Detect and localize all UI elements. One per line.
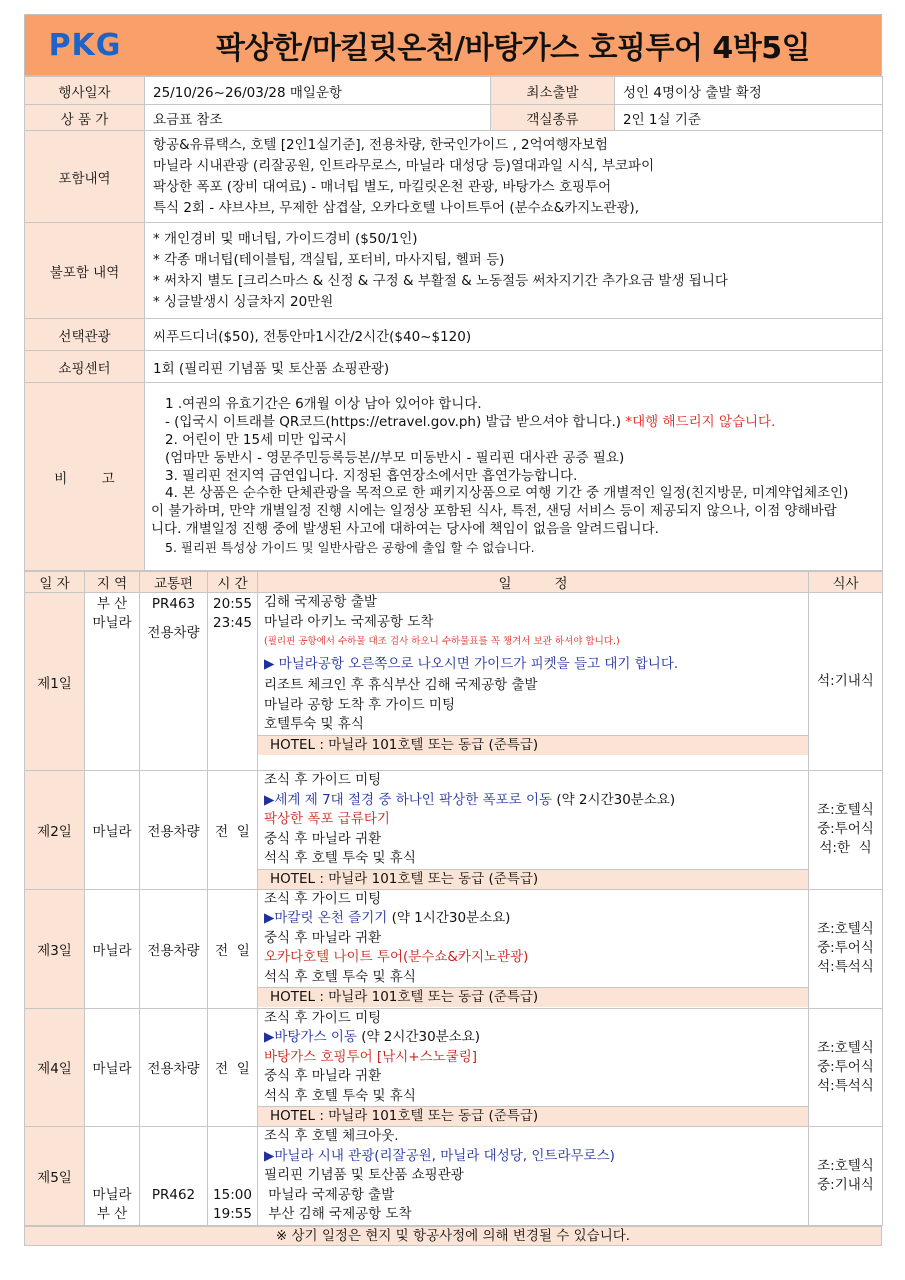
meal-lunch: 중:투어식 [817,821,874,838]
flight-number: PR463 [151,596,196,612]
itinerary-document [24,14,882,1246]
note-line: 3. 필리핀 전지역 금연입니다. 지정된 흡연장소에서만 흡연가능합니다. [165,467,578,484]
transfer-highlight: ▶마닐라 시내 관광(리잘공원, 마닐라 대성당, 인트라무로스) [264,1147,615,1164]
day-row [25,889,883,1008]
product-price-label: 상 품 가 [25,105,145,131]
meal-breakfast: 조:호텔식 [817,802,874,819]
col-header-day: 일 자 [25,572,85,593]
schedule-cell [258,771,809,890]
meal-lunch: 중:투어식 [817,1058,874,1075]
note-line: 이 불가하며, 만약 개별일정 진행 시에는 일정상 포함된 식사, 특전, 샌딩 서비스 등이 제공되지 않으나, 이점 양해바랍 [151,503,837,520]
include-line: 팍상한 폭포 (장비 대여료) - 매너팁 별도, 마킬릿온천 관광, 바탕가스 호핑투어 [153,178,612,195]
day-row [25,1127,883,1226]
region-cell [85,1127,140,1226]
hotel-info: HOTEL : 마닐라 101호텔 또는 동급 (준특급) [258,869,808,889]
col-header-meal: 식사 [809,572,883,593]
schedule-line: 조식 후 가이드 미팅 [264,890,382,907]
info-row-product [25,105,883,131]
region-text: 부 산 [96,596,128,612]
transport-cell [140,593,208,771]
schedule-line: 중식 후 마닐라 귀환 [264,929,382,946]
schedule-line [264,791,802,811]
col-header-time: 시 간 [208,572,258,593]
schedule-line: 김해 국제공항 출발 [264,594,377,610]
option-tour-value: 씨푸드디너($50), 전통안마1시간/2시간($40~$120) [145,319,883,351]
meal-cell [809,1008,883,1127]
schedule-line: 석식 후 호텔 투숙 및 휴식 [264,1087,416,1104]
col-header-region: 지 역 [85,572,140,593]
region-text: 마닐라 [92,1186,132,1203]
day-label: 제4일 [25,1008,85,1127]
meal-cell: 석:기내식 [809,593,883,771]
page-title: 팍상한/마킬릿온천/바탕가스 호핑투어 4박5일 [215,31,811,66]
baggage-warning: (필리핀 공항에서 수하물 대조 검사 하오니 수하물표를 꼭 챙겨서 보관 하셔야 합니다.) [264,636,620,647]
room-type-value: 2인 1실 기준 [615,105,883,131]
day-label: 제2일 [25,771,85,890]
schedule-cell [258,1127,809,1226]
note-line: (엄마만 동반시 - 영문주민등록등본//부모 미동반시 - 필리핀 대사관 공증 필요) [165,449,625,466]
hotel-info: HOTEL : 마닐라 101호텔 또는 동급 (준특급) [258,735,808,755]
document-header [24,14,882,76]
note-line: 1 .여권의 유효기간은 6개월 이상 남아 있어야 합니다. [165,396,482,413]
activity-highlight: 오카다호텔 나이트 투어(분수쇼&카지노관광) [264,949,529,965]
transfer-highlight: ▶마칼릿 온천 즐기기 [264,910,388,926]
meal-cell [809,889,883,1008]
col-header-schedule: 일 정 [258,572,809,593]
region-text: 부 산 [96,1205,128,1222]
duration-text: (약 2시간30분소요) [356,1029,481,1045]
duration-text: (약 1시간30분소요) [387,910,511,926]
schedule-line: 마닐라 공항 도착 후 가이드 미팅 [264,696,455,713]
notes-list [145,383,883,571]
exclude-list [145,223,883,319]
transfer-highlight: ▶세계 제 7대 절경 중 하나인 팍상한 폭포로 이동 [264,791,553,808]
time-text: 20:55 [213,596,252,612]
info-row-shopping [25,351,883,383]
time-cell: 전 일 [208,771,258,890]
exclude-label: 불포함 내역 [25,223,145,319]
time-text: 15:00 [213,1186,252,1203]
schedule-cell [258,889,809,1008]
exclude-line: * 개인경비 및 매너팁, 가이드경비 ($50/1인) [153,230,418,247]
include-line: 항공&유류택스, 호텔 [2인1실기준], 전용차량, 한국인가이드 , 2억여행자보험 [153,136,608,153]
meal-breakfast: 조:호텔식 [817,1039,874,1056]
schedule-line: 석식 후 호텔 투숙 및 휴식 [264,968,416,985]
duration-text: (약 2시간30분소요) [552,791,676,808]
meal-dinner: 석:한 식 [819,840,872,857]
schedule-cell [258,1008,809,1127]
hotel-info: HOTEL : 마닐라 101호텔 또는 동급 (준특급) [258,987,808,1007]
schedule-line: 호텔투숙 및 휴식 [264,716,364,732]
time-cell: 전 일 [208,889,258,1008]
include-line: 특식 2회 - 샤브샤브, 무제한 삼겹살, 오카다호텔 나이트투어 (분수쇼&카지노관광), [153,199,639,216]
activity-highlight: 바탕가스 호핑투어 [낚시+스노쿨링] [264,1048,478,1065]
note-line: 2. 어린이 만 15세 미만 입국시 [165,432,347,448]
schedule-line: 필리핀 기념품 및 토산품 쇼핑관광 [264,1167,464,1183]
exclude-line: * 싱글발생시 싱글차지 20만원 [153,293,334,310]
itinerary-table [24,571,883,1226]
region-cell [85,593,140,771]
brand-logo: PKG [48,27,122,63]
schedule-line: 마닐라 아키노 국제공항 도착 [264,613,434,630]
schedule-line [264,1028,802,1048]
day-row [25,771,883,890]
day-row [25,1008,883,1127]
hotel-info: HOTEL : 마닐라 101호텔 또는 동급 (준특급) [258,1106,808,1126]
exclude-line: * 각종 매너팁(테이블팁, 객실팁, 포터비, 마사지팁, 헬퍼 등) [153,251,505,268]
info-row-option [25,319,883,351]
schedule-cell [258,593,809,771]
guide-notice: ▶ 마닐라공항 오른쪽으로 나오시면 가이드가 피켓을 들고 대기 합니다. [264,656,679,672]
transport-cell: PR462 [140,1127,208,1226]
day-label: 제1일 [25,593,85,771]
include-label: 포함내역 [25,131,145,223]
note-warning: *대행 해드리지 않습니다. [625,414,776,431]
schedule-line: 부산 김해 국제공항 도착 [264,1206,412,1222]
itinerary-header-row [25,572,883,593]
time-cell: 전 일 [208,1008,258,1127]
time-cell [208,593,258,771]
schedule-line: 중식 후 마닐라 귀환 [264,1068,382,1084]
meal-lunch: 중:투어식 [817,940,874,956]
meal-lunch: 중:기내식 [817,1176,874,1193]
transport-cell: 전용차량 [140,771,208,890]
region-cell: 마닐라 [85,771,140,890]
schedule-line: 마닐라 국제공항 출발 [264,1186,395,1203]
note-line [151,414,876,432]
meal-breakfast: 조:호텔식 [817,1157,874,1174]
change-notice-footer: ※ 상기 일정은 현지 및 항공사정에 의해 변경될 수 있습니다. [24,1226,882,1246]
transport-text: 전용차량 [147,625,200,641]
time-text: 19:55 [213,1205,252,1222]
min-departure-value: 성인 4명이상 출발 확정 [615,77,883,105]
region-cell: 마닐라 [85,889,140,1008]
meal-dinner: 석:특석식 [817,1077,874,1094]
meal-cell [809,771,883,890]
product-price-value: 요금표 참조 [145,105,491,131]
info-row-period [25,77,883,105]
schedule-line: 리조트 체크인 후 휴식부산 김해 국제공항 출발 [264,677,538,693]
activity-highlight: 팍상한 폭포 급류타기 [264,811,390,827]
info-row-notes [25,383,883,571]
shopping-label: 쇼핑센터 [25,351,145,383]
meal-dinner: 석:특석식 [817,959,874,975]
min-departure-label: 최소출발 [491,77,615,105]
day-label: 제5일 [25,1127,85,1226]
meal-cell [809,1127,883,1226]
meal-breakfast: 조:호텔식 [817,921,874,937]
time-text: 23:45 [213,615,252,631]
option-tour-label: 선택관광 [25,319,145,351]
info-table [24,76,883,571]
region-cell: 마닐라 [85,1008,140,1127]
include-list [145,131,883,223]
schedule-line: 석식 후 호텔 투숙 및 휴식 [264,850,416,866]
transport-cell: 전용차량 [140,1008,208,1127]
exclude-line: * 써차지 별도 [크리스마스 & 신정 & 구정 & 부활절 & 노동절등 써차지기간 추가요금 발생 됩니다 [153,272,728,289]
note-text: - (입국시 이트래블 QR코드(https://etravel.gov.ph) 발급 받으셔야 합니다.) [165,414,626,431]
time-cell [208,1127,258,1226]
note-line: 5. 필리핀 특성상 가이드 및 일반사람은 공항에 출입 할 수 없습니다. [165,539,535,555]
transport-cell: 전용차량 [140,889,208,1008]
region-text: 마닐라 [92,615,132,631]
schedule-line [264,909,802,929]
notes-label: 비 고 [25,383,145,571]
include-line: 마닐라 시내관광 (리잘공원, 인트라무로스, 마닐라 대성당 등)열대과일 시식, 부코파이 [153,157,655,174]
col-header-transport: 교통편 [140,572,208,593]
period-label: 행사일자 [25,77,145,105]
schedule-line: 조식 후 가이드 미팅 [264,772,382,788]
transfer-highlight: ▶바탕가스 이동 [264,1029,357,1045]
room-type-label: 객실종류 [491,105,615,131]
schedule-line: 조식 후 호텔 체크아웃. [264,1128,399,1144]
day-label: 제3일 [25,889,85,1008]
note-line: 니다. 개별일정 진행 중에 발생된 사고에 대하여는 당사에 책임이 없음을 알려드립니다. [151,520,659,537]
info-row-include [25,131,883,223]
schedule-line: 조식 후 가이드 미팅 [264,1009,382,1026]
shopping-value: 1회 (필리핀 기념품 및 토산품 쇼핑관광) [145,351,883,383]
note-line: 4. 본 상품은 순수한 단체관광을 목적으로 한 패키지상품으로 여행 기간 중 개별적인 일정(친지방문, 미계약업체조인) [165,485,849,502]
period-value: 25/10/26~26/03/28 매일운항 [145,77,491,105]
info-row-exclude [25,223,883,319]
schedule-line: 중식 후 마닐라 귀환 [264,830,382,847]
day-row [25,593,883,771]
